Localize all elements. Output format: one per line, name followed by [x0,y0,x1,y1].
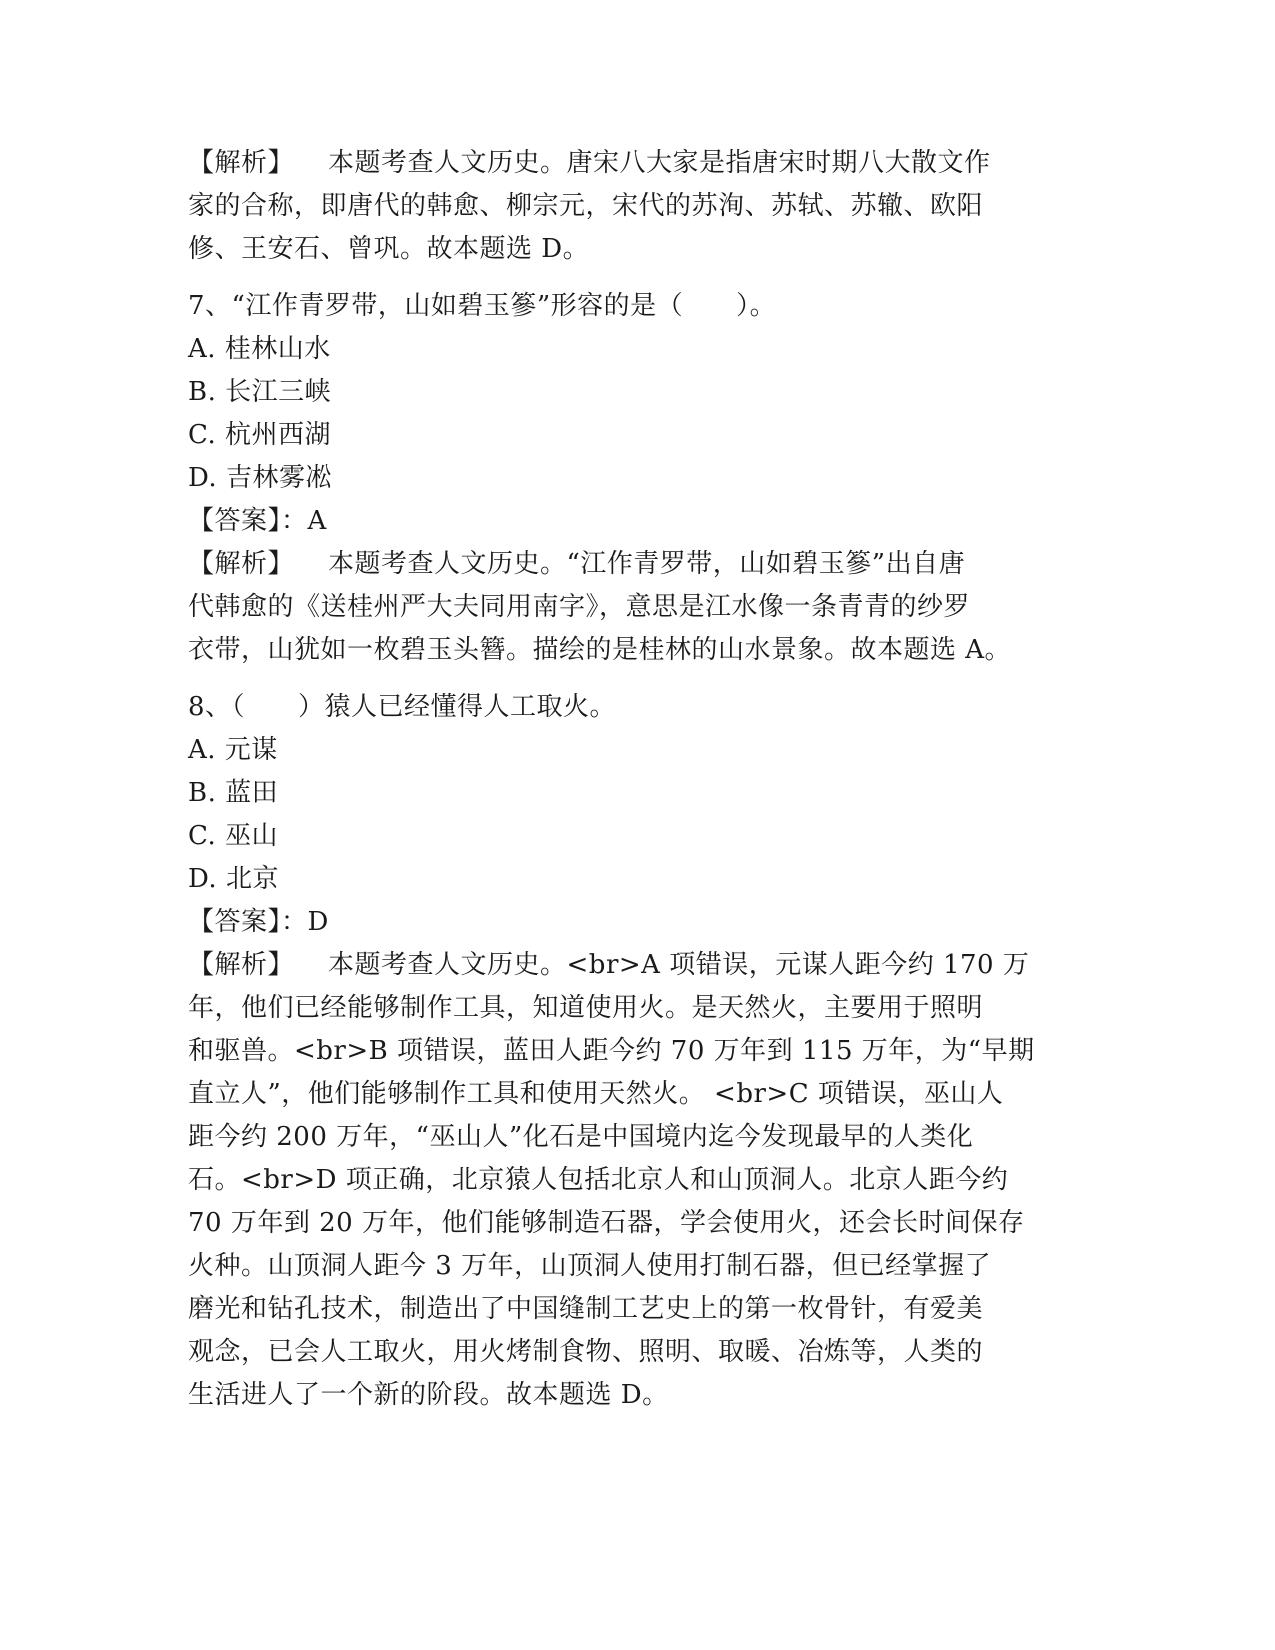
q7-analysis-line-2: 代韩愈的《送桂州严大夫同用南字》，意思是江水像一条青青的纱罗 [188,592,971,622]
q8-analysis-line-3: 和驱兽。<br>B 项错误，蓝田人距今约 70 万年到 115 万年，为“早期 [188,1036,1035,1066]
q8-option-b: B. 蓝田 [188,778,279,808]
q8-analysis-line-9: 磨光和钻孔技术，制造出了中国缝制工艺史上的第一枚骨针，有爱美 [188,1294,984,1324]
analysis-text: 本题考查人文历史。唐宋八大家是指唐宋时期八大散文作 [328,148,991,178]
document-page [188,142,1078,1417]
q8-analysis-line-2: 年，他们已经能够制作工具，知道使用火。是天然火，主要用于照明 [188,993,984,1023]
q8-analysis-line-1 [188,944,1078,987]
q7-analysis-line-3: 衣带，山犹如一枚碧玉头簪。描绘的是桂林的山水景象。故本题选 A。 [188,635,1012,665]
q8-analysis-line-5: 距今约 200 万年，“巫山人”化石是中国境内迄今发现最早的人类化 [188,1122,974,1152]
q8-option-a: A. 元谋 [188,735,278,765]
q8-answer: 【答案】：D [188,907,329,937]
q7-option-b: B. 长江三峡 [188,377,332,407]
prev-analysis-line-1 [188,142,1078,185]
q7-answer: 【答案】：A [188,506,327,536]
analysis-label: 【解析】 [188,950,295,980]
prev-analysis-line-3: 修、王安石、曾巩。故本题选 D。 [188,234,590,264]
q8-analysis-line-6: 石。<br>D 项正确，北京猿人包括北京人和山顶洞人。北京人距今约 [188,1165,1009,1195]
analysis-text: 本题考查人文历史。“江作青罗带，山如碧玉篸”出自唐 [328,549,966,579]
q8-option-d: D. 北京 [188,864,279,894]
prev-analysis-line-2: 家的合称，即唐代的韩愈、柳宗元，宋代的苏洵、苏轼、苏辙、欧阳 [188,191,984,221]
q7-option-d: D. 吉林雾凇 [188,463,332,493]
q7-option-c: C. 杭州西湖 [188,420,331,450]
q8-analysis-line-7: 70 万年到 20 万年，他们能够制造石器，学会使用火，还会长时间保存 [188,1208,1025,1238]
q8-analysis-line-8: 火种。山顶洞人距今 3 万年，山顶洞人使用打制石器，但已经掌握了 [188,1251,992,1281]
q8-analysis-line-10: 观念，已会人工取火，用火烤制食物、照明、取暖、冶炼等，人类的 [188,1337,984,1367]
q8-stem: 8、（ ）猿人已经懂得人工取火。 [188,692,617,722]
q7-option-a: A. 桂林山水 [188,334,331,364]
analysis-label: 【解析】 [188,148,295,178]
q8-analysis-line-11: 生活进人了一个新的阶段。故本题选 D。 [188,1380,669,1410]
q8-analysis-line-4: 直立人”，他们能够制作工具和使用天然火。 <br>C 项错误，巫山人 [188,1079,1004,1109]
q8-option-c: C. 巫山 [188,821,278,851]
q7-analysis-line-1 [188,543,1078,586]
analysis-text: 本题考查人文历史。<br>A 项错误，元谋人距今约 170 万 [328,950,1030,980]
q7-stem: 7、“江作青罗带，山如碧玉篸”形容的是（ ）。 [188,291,777,321]
analysis-label: 【解析】 [188,549,295,579]
